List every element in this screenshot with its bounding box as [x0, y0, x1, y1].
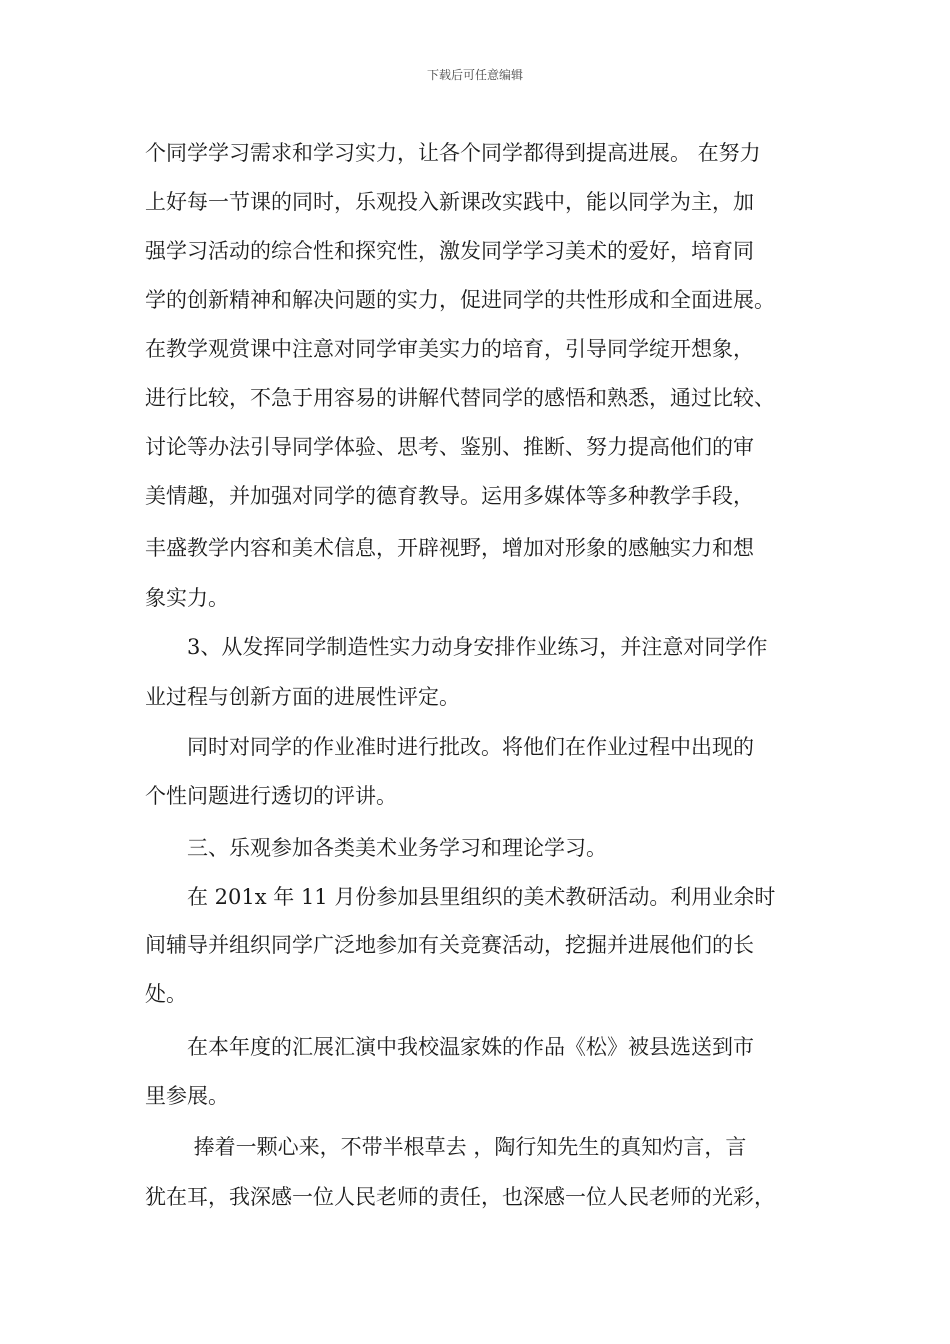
body-line-9: 丰盛教学内容和美术信息，开辟视野，增加对形象的感触实力和想: [145, 536, 754, 560]
body-line-19: 在本年度的汇展汇演中我校温家姝的作品《松》被县选送到市: [145, 1035, 754, 1059]
body-line-16: 在 201x 年 11 月份参加县里组织的美术教研活动。利用业余时: [145, 885, 776, 909]
body-line-15: 三、乐观参加各类美术业务学习和理论学习。: [145, 836, 607, 860]
body-line-10: 象实力。: [145, 586, 229, 610]
body-line-21: 捧着一颗心来，不带半根草去 ，陶行知先生的真知灼言，言: [145, 1135, 747, 1159]
page-header: 下载后可任意编辑: [426, 68, 523, 82]
body-line-17: 间辅导并组织同学广泛地参加有关竞赛活动，挖掘并进展他们的长: [145, 933, 754, 957]
body-line-7: 讨论等办法引导同学体验、思考、鉴别、推断、努力提高他们的审: [145, 435, 754, 459]
body-line-14: 个性问题进行透切的评讲。: [145, 784, 397, 808]
body-line-4: 学的创新精神和解决问题的实力，促进同学的共性形成和全面进展。: [145, 288, 775, 312]
body-line-6: 进行比较，不急于用容易的讲解代替同学的感悟和熟悉，通过比较、: [145, 386, 775, 410]
body-line-13: 同时对同学的作业准时进行批改。将他们在作业过程中出现的: [145, 735, 754, 759]
body-line-22: 犹在耳，我深感一位人民老师的责任，也深感一位人民老师的光彩，: [145, 1185, 775, 1209]
body-line-12: 业过程与创新方面的进展性评定。: [145, 685, 460, 709]
body-line-2: 上好每一节课的同时，乐观投入新课改实践中，能以同学为主，加: [145, 190, 754, 214]
body-line-18: 处。: [145, 982, 187, 1006]
body-line-1: 个同学学习需求和学习实力，让各个同学都得到提高进展。 在努力: [145, 141, 761, 165]
body-line-5: 在教学观赏课中注意对同学审美实力的培育，引导同学绽开想象，: [145, 337, 754, 361]
body-line-20: 里参展。: [145, 1084, 229, 1108]
body-line-3: 强学习活动的综合性和探究性，激发同学学习美术的爱好，培育同: [145, 239, 754, 263]
body-line-11: 3、从发挥同学制造性实力动身安排作业练习，并注意对同学作: [145, 635, 768, 659]
body-line-8: 美情趣，并加强对同学的德育教导。运用多媒体等多种教学手段，: [145, 484, 754, 508]
